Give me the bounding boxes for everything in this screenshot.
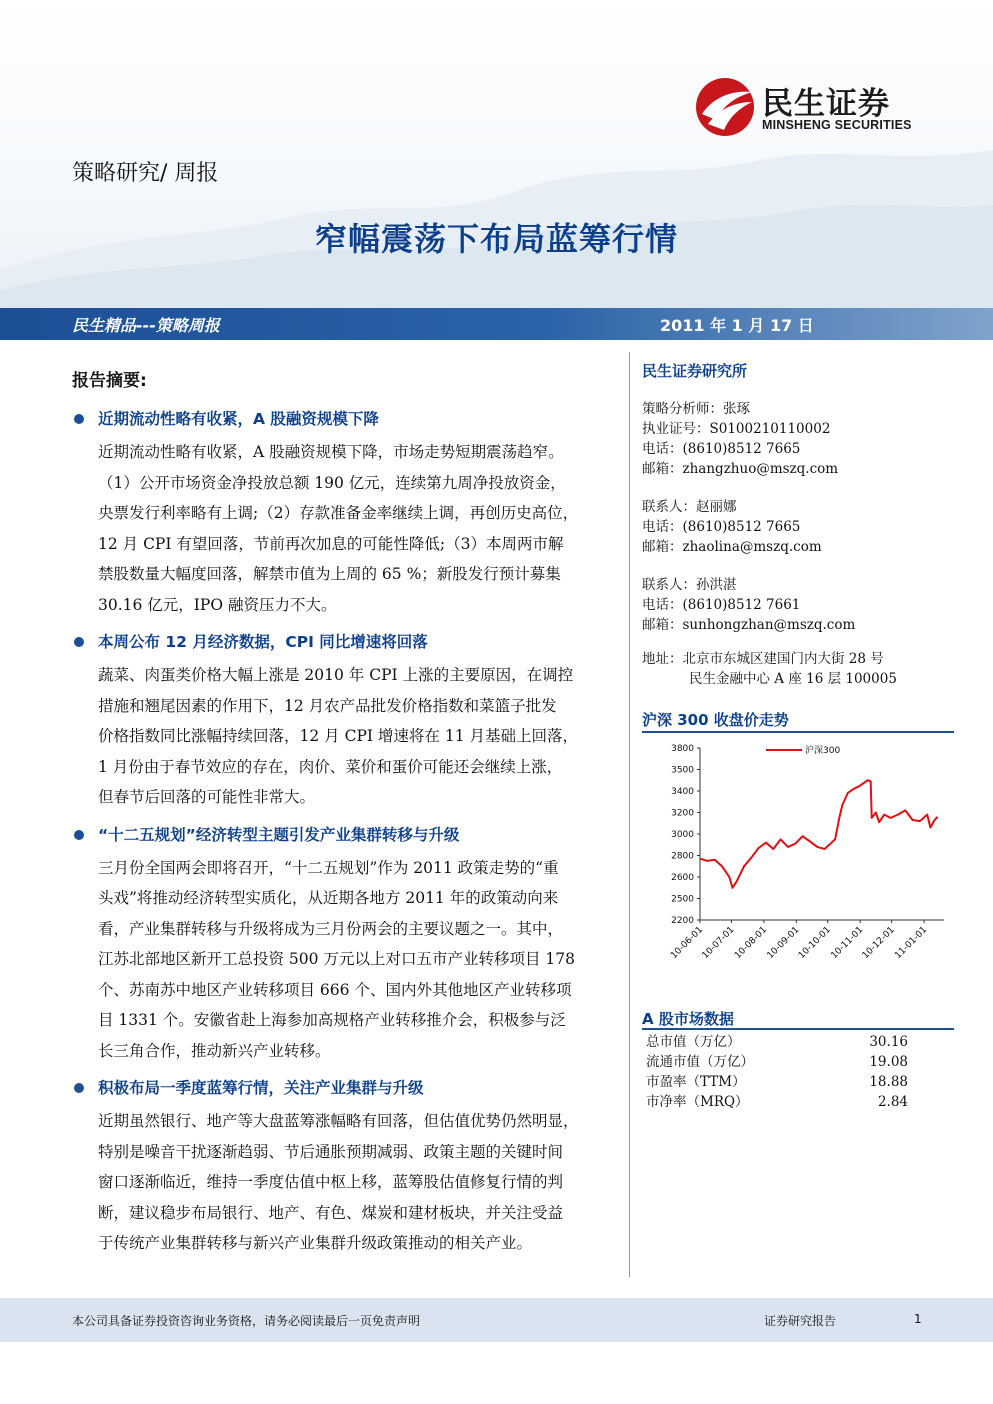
index-chart <box>642 738 954 990</box>
page-number: 1 <box>914 1312 922 1326</box>
x-tick-label: 10-08-01 <box>733 925 770 962</box>
y-tick-label: 3000 <box>671 830 694 840</box>
header-background <box>0 0 993 308</box>
y-tick-label: 2800 <box>671 851 694 862</box>
paragraph-line: 头戏”将推动经济转型实质化，从近期各地方 2011 年的政策动向来 <box>98 889 559 907</box>
report-title: 窄幅震荡下布局蓝筹行情 <box>314 220 678 258</box>
market-data-row <box>646 1072 908 1092</box>
paragraph-line: 措施和翘尾因素的作用下，12 月农产品批发价格指数和菜篮子批发 <box>98 696 557 715</box>
report-category: 策略研究/ 周报 <box>72 161 219 186</box>
x-tick-label: 10-11-01 <box>829 925 866 962</box>
section-paragraph <box>98 1106 618 1259</box>
index-chart-svg <box>642 738 954 990</box>
section-heading-text: 本周公布 12 月经济数据，CPI 同比增速将回落 <box>98 633 428 651</box>
section-heading <box>72 628 620 656</box>
paragraph-line: 三月份全国两会即将召开，“十二五规划”作为 2011 政策走势的“重 <box>98 858 559 877</box>
section-heading-text: “十二五规划”经济转型主题引发产业集群转移与升级 <box>98 825 460 844</box>
x-tick-label: 10-10-01 <box>796 925 833 962</box>
x-tick-label: 11-01-01 <box>893 925 930 962</box>
analyst-email[interactable]: 邮箱：zhangzhuo@mszq.com <box>642 461 839 477</box>
footer-report-type: 证券研究报告 <box>764 1314 837 1328</box>
paragraph-line: 窗口逐渐临近，维持一季度估值中枢上移，蓝筹股估值修复行情的判 <box>98 1173 564 1191</box>
paragraph-line: 目 1331 个。安徽省赴上海参加高规格产业转移推介会，积极参与泛 <box>98 1011 566 1029</box>
contact-phone: 电话：(8610)8512 7661 <box>642 597 801 613</box>
market-data-label: 总市值（万亿） <box>646 1034 741 1050</box>
paragraph-line: 断，建议稳步布局银行、地产、有色、煤炭和建材板块，并关注受益 <box>98 1203 564 1222</box>
paragraph-line: 看，产业集群转移与升级将成为三月份两会的主要议题之一。其中， <box>98 919 564 938</box>
market-data-row <box>646 1032 908 1052</box>
bullet-icon <box>74 637 84 647</box>
brand-name-en: MINSHENG SECURITIES <box>762 118 912 132</box>
x-tick-label: 10-12-01 <box>860 925 897 962</box>
bullet-icon <box>74 1083 84 1093</box>
section-heading <box>72 405 620 433</box>
brand-logo <box>694 76 924 138</box>
contact-phone: 电话：(8610)8512 7665 <box>642 519 801 535</box>
report-banner <box>0 308 993 340</box>
y-tick-label: 3800 <box>671 744 694 754</box>
contact-name: 联系人：赵丽娜 <box>642 499 737 515</box>
market-data-value: 30.16 <box>869 1034 908 1050</box>
footer-disclaimer: 本公司具备证券投资咨询业务资格，请务必阅读最后一页免责声明 <box>72 1314 421 1328</box>
y-tick-label: 2200 <box>671 916 694 926</box>
contact-email[interactable]: 邮箱：sunhongzhan@mszq.com <box>642 617 856 633</box>
y-tick-label: 3200 <box>671 808 694 819</box>
bullet-icon <box>74 414 84 424</box>
x-tick-label: 10-06-01 <box>669 925 706 962</box>
market-data-value: 18.88 <box>869 1074 908 1090</box>
paragraph-line: 央票发行利率略有上调;（2）存款准备金率继续上调，再创历史高位， <box>98 504 579 522</box>
paragraph-line: 于传统产业集群转移与新兴产业集群升级政策推动的相关产业。 <box>98 1234 533 1252</box>
paragraph-line: 禁股数量大幅度回落，解禁市值为上周的 65 %；新股发行预计募集 <box>98 565 561 583</box>
banner-series: 民生精品---策略周报 <box>72 316 220 335</box>
paragraph-line: 近期流动性略有收紧，A 股融资规模下降，市场走势短期震荡趋窄。 <box>98 443 564 461</box>
market-data-row <box>646 1092 908 1112</box>
section-paragraph <box>98 437 618 620</box>
legend-label: 沪深300 <box>805 746 841 756</box>
paragraph-line: 江苏北部地区新开工总投资 500 万元以上对口五市产业转移项目 178 <box>98 950 575 968</box>
paragraph-line: 近期虽然银行、地产等大盘蓝筹涨幅略有回落，但估值优势仍然明显， <box>98 1112 579 1130</box>
paragraph-line: 30.16 亿元，IPO 融资压力不大。 <box>98 595 337 614</box>
market-data-row <box>646 1052 908 1072</box>
page-footer <box>0 1298 993 1342</box>
y-tick-label: 2500 <box>671 894 694 905</box>
address-line: 地址：北京市东城区建国门内大街 28 号 <box>642 651 884 667</box>
series-line-hs300 <box>700 780 938 888</box>
paragraph-line: 但春节后回落的可能性非常大。 <box>98 788 316 806</box>
y-tick-label: 3400 <box>671 787 694 797</box>
market-data-value: 2.84 <box>877 1094 908 1110</box>
paragraph-line: 12 月 CPI 有望回落，节前再次加息的可能性降低;（3）本周两市解 <box>98 534 564 553</box>
brand-emblem-icon <box>694 76 756 138</box>
section-paragraph <box>98 660 618 813</box>
paragraph-line: 个、苏南苏中地区产业转移项目 666 个、国内外其他地区产业转移项 <box>98 980 572 999</box>
abstract-column <box>72 366 620 1267</box>
chart-section-title: 沪深 300 收盘价走势 <box>642 709 954 733</box>
institute-name: 民生证券研究所 <box>642 362 748 380</box>
x-tick-label: 10-07-01 <box>700 925 737 962</box>
section-heading-text: 近期流动性略有收紧，A 股融资规模下降 <box>98 410 379 428</box>
address-line: 民生金融中心 A 座 16 层 100005 <box>689 671 897 687</box>
contact-name: 联系人：孙洪湛 <box>642 577 737 593</box>
y-tick-label: 2600 <box>671 873 694 883</box>
contact-email[interactable]: 邮箱：zhaolina@mszq.com <box>642 539 822 555</box>
paragraph-line: 特别是噪音干扰逐渐趋弱、节后通胀预期减弱、政策主题的关键时间 <box>98 1142 564 1161</box>
section-heading <box>72 821 620 849</box>
section-paragraph <box>98 853 618 1067</box>
market-data-label: 市净率（MRQ） <box>646 1094 749 1110</box>
paragraph-line: 1 月份由于春节效应的存在，肉价、菜价和蛋价可能还会继续上涨， <box>98 757 563 776</box>
paragraph-line: 长三角合作，推动新兴产业转移。 <box>98 1041 331 1060</box>
banner-date: 2011 年 1 月 17 日 <box>660 316 814 335</box>
analyst-phone: 电话：(8610)8512 7665 <box>642 441 801 457</box>
analyst-name: 策略分析师：张琢 <box>642 401 750 417</box>
analyst-license: 执业证号：S0100210110002 <box>642 421 831 437</box>
x-tick-label: 10-09-01 <box>765 925 802 962</box>
abstract-title: 报告摘要: <box>72 371 147 391</box>
market-data-table <box>646 1032 908 1112</box>
market-data-label: 流通市值（万亿） <box>646 1054 754 1070</box>
brand-name-cn: 民生证券 <box>762 86 890 122</box>
market-data-label: 市盈率（TTM） <box>646 1074 746 1090</box>
paragraph-line: （1）公开市场资金净投放总额 190 亿元，连续第九周净投放资金， <box>98 473 566 492</box>
paragraph-line: 价格指数同比涨幅持续回落，12 月 CPI 增速将在 11 月基础上回落， <box>98 727 578 745</box>
contact-sidebar <box>642 360 954 689</box>
section-heading <box>72 1074 620 1102</box>
bullet-icon <box>74 830 84 840</box>
y-tick-label: 3500 <box>671 765 694 776</box>
column-divider <box>629 352 630 1277</box>
section-heading-text: 积极布局一季度蓝筹行情，关注产业集群与升级 <box>98 1079 424 1097</box>
paragraph-line: 蔬菜、肉蛋类价格大幅上涨是 2010 年 CPI 上涨的主要原因，在调控 <box>98 666 574 684</box>
market-data-value: 19.08 <box>869 1054 908 1070</box>
market-data-title: A 股市场数据 <box>642 1008 954 1030</box>
